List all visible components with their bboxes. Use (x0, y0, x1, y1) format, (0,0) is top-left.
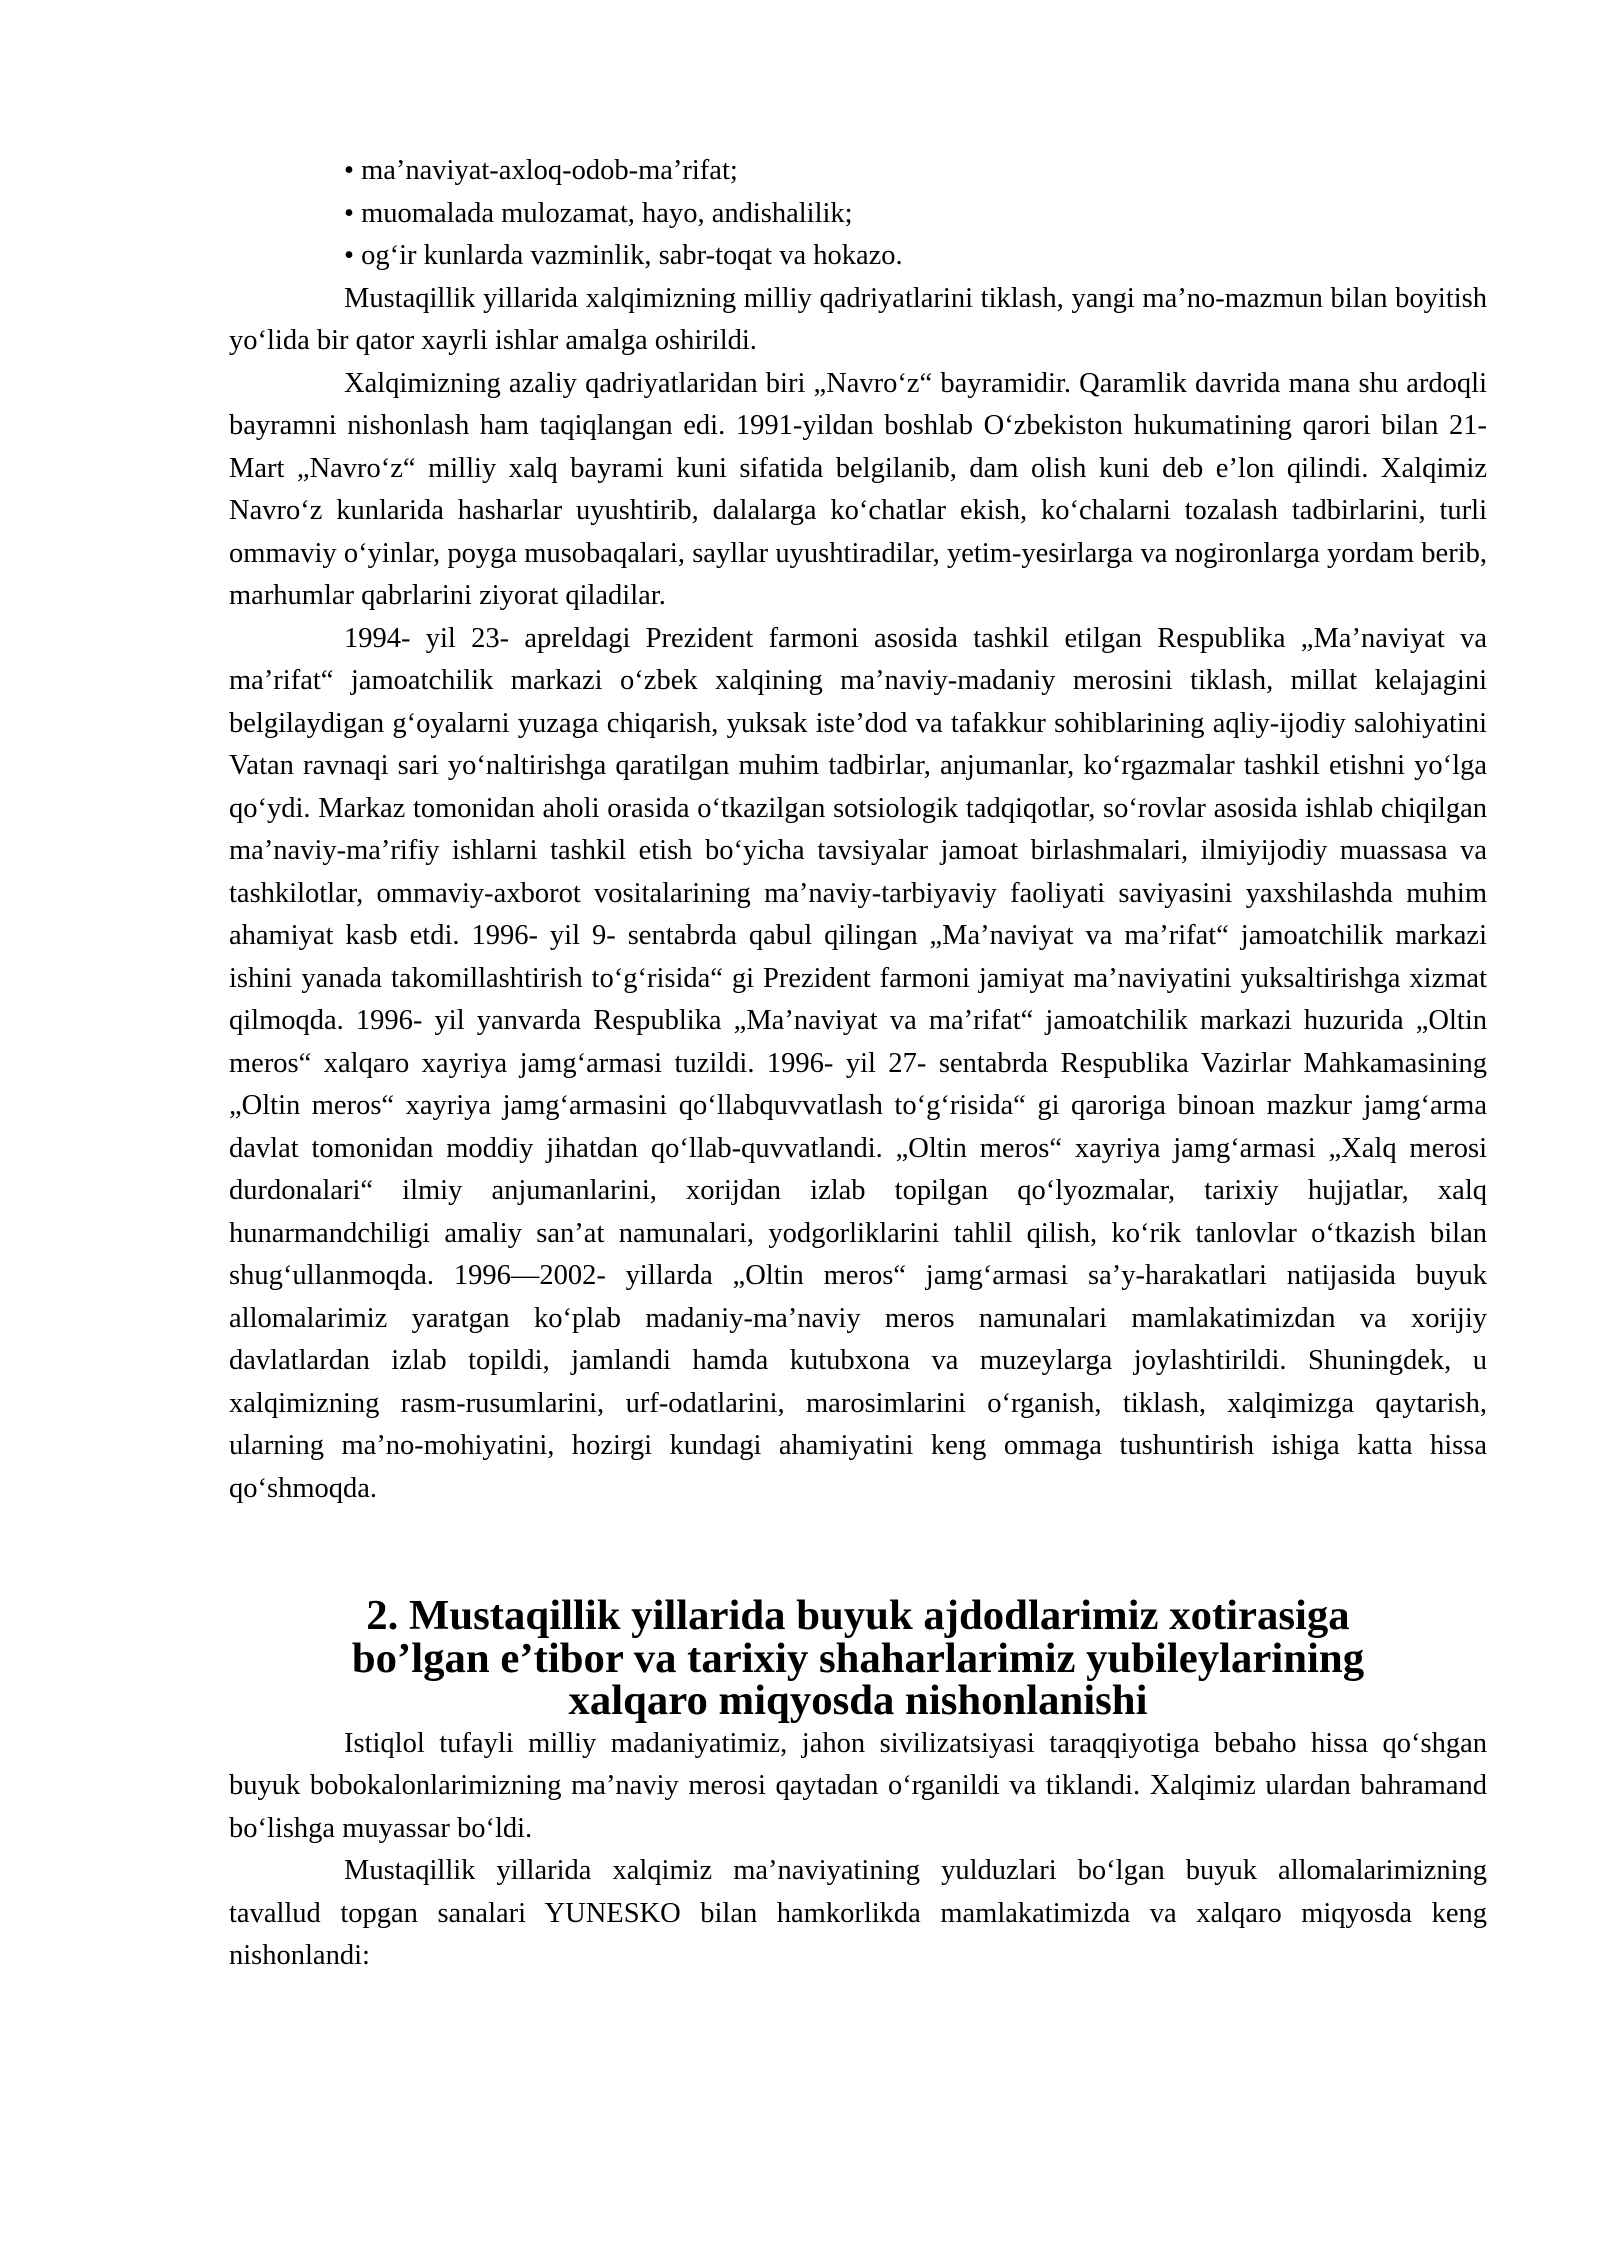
paragraph: Xalqimizning azaliy qadriyatlaridan biri „Navro‘z“ bayramidir. Qaramlik davrida mana shu ardoqli bayramni nishonlash ham taqiqlangan edi. 1991-yildan boshlab O‘zbekiston hukumatining qarori bilan 21- Mart „Navro‘z“ milliy xalq bayrami kuni sifatida belgilanib, dam olish kuni deb e’lon qilindi. Xalqimiz Navro‘z kunlarida hasharlar uyushtirib, dalalarga ko‘chatlar ekish, ko‘chalarni tozalash tadbirlarini, turli ommaviy o‘yinlar, poyga musobaqalari, sayllar uyushtiradilar, yetim-yesirlarga va nogironlarga yordam berib, marhumlar qabrlarini ziyorat qiladilar. (229, 367, 1487, 611)
bullet-item: • og‘ir kunlarda vazminlik, sabr-toqat va hokazo. (344, 240, 903, 271)
paragraph: 1994- yil 23- apreldagi Prezident farmoni asosida tashkil etilgan Respublika „Ma’naviyat va ma’rifat“ jamoatchilik markazi o‘zbek xalqining ma’naviy-madaniy merosini tiklash, millat kelajagini belgilaydigan g‘oyalarni yuzaga chiqarish, yuksak iste’dod va tafakkur sohiblarining aqliy-ijodiy salohiyatini Vatan ravnaqi sari yo‘naltirishga qaratilgan muhim tadbirlar, anjumanlar, ko‘rgazmalar tashkil etishni yo‘lga qo‘ydi. Markaz tomonidan aholi orasida o‘tkazilgan sotsiologik tadqiqotlar, so‘rovlar asosida ishlab chiqilgan ma’naviy-ma’rifiy ishlarni tashkil etish bo‘yicha tavsiyalar jamoat birlashmalari, ilmiyijodiy muassasa va tashkilotlar, ommaviy-axborot vositalarining ma’naviy-tarbiyaviy faoliyati saviyasini yaxshilashda muhim ahamiyat kasb etdi. 1996- yil 9- sentabrda qabul qilingan „Ma’naviyat va ma’rifat“ jamoatchilik markazi ishini yanada takomillashtirish to‘g‘risida“ gi Prezident farmoni jamiyat ma’naviyatini yuksaltirishga xizmat qilmoqda. 1996- yil yanvarda Respublika „Ma’naviyat va ma’rifat“ jamoatchilik markazi huzurida „Oltin meros“ xalqaro xayriya jamg‘armasi tuzildi. 1996- yil 27- sentabrda Respublika Vazirlar Mahkamasining „Oltin meros“ xayriya jamg‘armasini qo‘llabquvvatlash to‘g‘risida“ gi qaroriga binoan mazkur jamg‘arma davlat tomonidan moddiy jihatdan qo‘llab-quvvatlandi. „Oltin meros“ xayriya jamg‘armasi „Xalq merosi durdonalari“ ilmiy anjumanlarini, xorijdan izlab topilgan qo‘lyozmalar, tarixiy hujjatlar, xalq hunarmandchiligi amaliy san’at namunalari, yodgorliklarini tahlil qilish, ko‘rik tanlovlar o‘tkazish bilan shug‘ullanmoqda. 1996—2002- yillarda „Oltin meros“ jamg‘armasi sa’y-harakatlari natijasida buyuk allomalarimiz yaratgan ko‘plab madaniy-ma’naviy meros namunalari mamlakatimizdan va xorijiy davlatlardan izlab topildi, jamlandi hamda kutubxona va muzeylarga joylashtirildi. Shuningdek, u xalqimizning rasm-rusumlarini, urf-odatlarini, marosimlarini o‘rganish, tiklash, xalqimizga qaytarish, ularning ma’no-mohiyatini, hozirgi kundagi ahamiyatini keng ommaga tushuntirish ishiga katta hissa qo‘shmoqda. (229, 622, 1487, 1504)
document-body (229, 150, 1487, 1978)
section-heading: 2. Mustaqillik yillarida buyuk ajdodlarimiz xotirasiga bo’lgan e’tibor va tarixiy shaharlarimiz yubileylarining xalqaro miqyosda nishonlanishi (351, 1592, 1365, 1724)
section-spacer (229, 1510, 1487, 1595)
bullet-item: • ma’naviyat-axloq-odob-ma’rifat; (344, 155, 738, 186)
paragraph: Istiqlol tufayli milliy madaniyatimiz, jahon sivilizatsiyasi taraqqiyotiga bebaho hissa qo‘shgan buyuk bobokalonlarimizning ma’naviy merosi qaytadan o‘rganildi va tiklandi. Xalqimiz ulardan bahramand bo‘lishga muyassar bo‘ldi. (229, 1727, 1487, 1844)
paragraph: Mustaqillik yillarida xalqimiz ma’naviyatining yulduzlari bo‘lgan buyuk allomalarimizning tavallud topgan sanalari YUNESKO bilan hamkorlikda mamlakatimizda va xalqaro miqyosda keng nishonlandi: (229, 1855, 1487, 1971)
paragraph: Mustaqillik yillarida xalqimizning milliy qadriyatlarini tiklash, yangi ma’no-mazmun bilan boyitish yo‘lida bir qator xayrli ishlar amalga oshirildi. (229, 282, 1487, 356)
bullet-item: • muomalada mulozamat, hayo, andishalilik; (344, 197, 853, 229)
